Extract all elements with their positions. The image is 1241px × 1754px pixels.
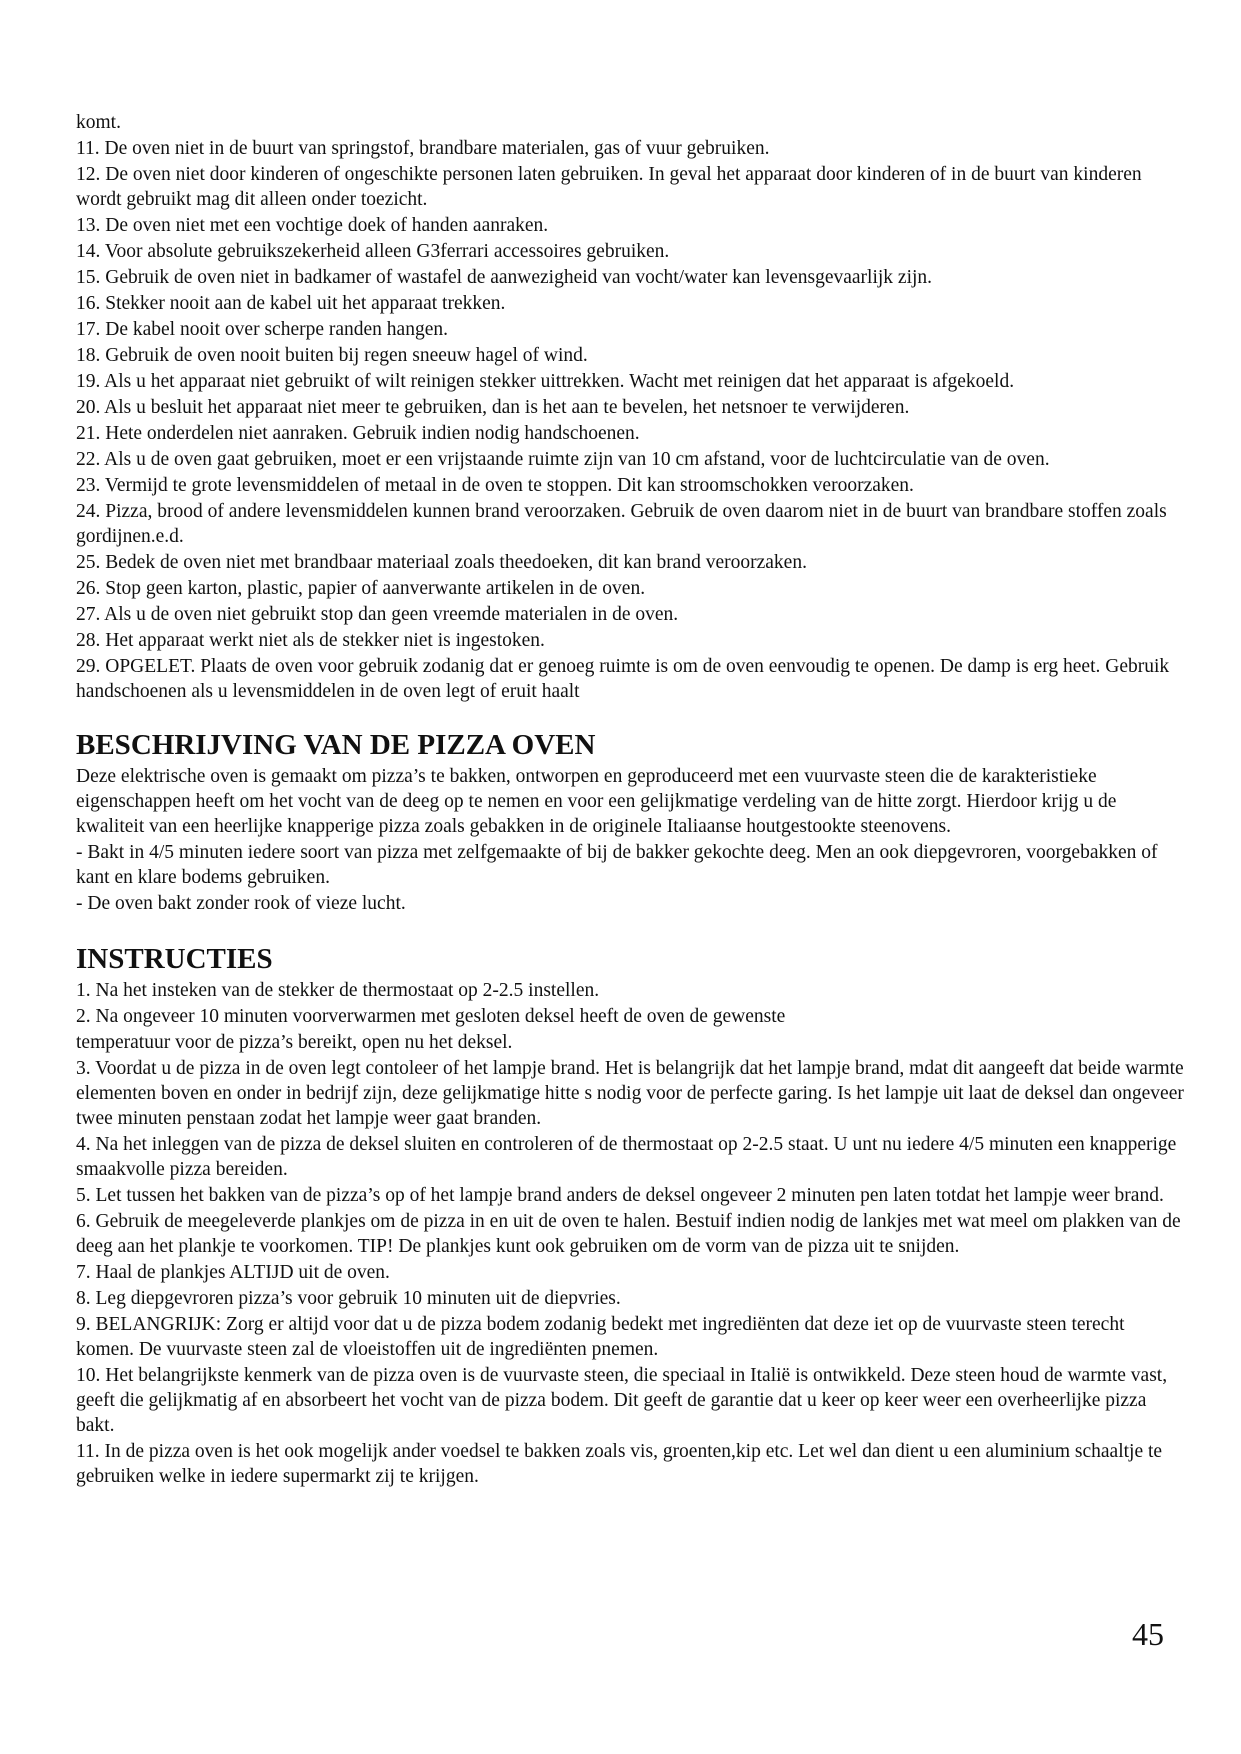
safety-warnings-list (76, 110, 1186, 704)
warning-item: 18. Gebruik de oven nooit buiten bij regen sneeuw hagel of wind. (76, 345, 588, 366)
warning-item: 12. De oven niet door kinderen of ongeschikte personen laten gebruiken. In geval het apparaat door kinderen of in de buurt van kinderen wordt gebruikt mag dit alleen onder toezicht. (76, 164, 1142, 210)
instruction-item: 11. In de pizza oven is het ook mogelijk ander voedsel te bakken zoals vis, groenten,kip etc. Let wel dan dient u een aluminium schaaltje te gebruiken welke in iedere supermarkt zij te krijgen. (76, 1441, 1163, 1487)
page-number: 45 (1132, 1616, 1164, 1652)
instruction-item: 2. Na ongeveer 10 minuten voorverwarmen met gesloten deksel heeft de oven de gewenste (76, 1006, 786, 1027)
instructies-section (76, 978, 1186, 1489)
instruction-item: 5. Let tussen het bakken van de pizza’s op of het lampje brand anders de deksel ongeveer 2 minuten pen laten totdat het lampje weer brand. (76, 1185, 1164, 1206)
warning-item: 21. Hete onderdelen niet aanraken. Gebruik indien nodig handschoenen. (76, 423, 640, 444)
instruction-item: 1. Na het insteken van de stekker de thermostaat op 2-2.5 instellen. (76, 980, 600, 1001)
beschrijving-paragraph: - Bakt in 4/5 minuten iedere soort van pizza met zelfgemaakte of bij de bakker gekochte deeg. Men an ook diepgevroren, voorgebakken of kant en klare bodems gebruiken. (76, 842, 1158, 888)
warning-item: 17. De kabel nooit over scherpe randen hangen. (76, 319, 448, 340)
warning-item: 23. Vermijd te grote levensmiddelen of metaal in de oven te stoppen. Dit kan stroomschokken veroorzaken. (76, 475, 914, 496)
warning-item: 28. Het apparaat werkt niet als de stekker niet is ingestoken. (76, 630, 545, 651)
beschrijving-section (76, 764, 1186, 916)
warning-item: 11. De oven niet in de buurt van springstof, brandbare materialen, gas of vuur gebruiken. (76, 138, 770, 159)
warning-item: 14. Voor absolute gebruikszekerheid alleen G3ferrari accessoires gebruiken. (76, 241, 670, 262)
warning-item: 15. Gebruik de oven niet in badkamer of wastafel de aanwezigheid van vocht/water kan levensgevaarlijk zijn. (76, 267, 933, 288)
warning-item: 16. Stekker nooit aan de kabel uit het apparaat trekken. (76, 293, 506, 314)
warning-item: 26. Stop geen karton, plastic, papier of aanverwante artikelen in de oven. (76, 578, 646, 599)
section-heading-beschrijving: BESCHRIJVING VAN DE PIZZA OVEN (76, 729, 596, 761)
instruction-item: 9. BELANGRIJK: Zorg er altijd voor dat u de pizza bodem zodanig bedekt met ingrediënten dat deze iet op de vuurvaste steen terecht komen. De vuurvaste steen zal de vloeistoffen uit de ingrediënten pnemen. (76, 1314, 1125, 1360)
warning-item: 29. OPGELET. Plaats de oven voor gebruik zodanig dat er genoeg ruimte is om de oven eenvoudig te openen. De damp is erg heet. Gebruik handschoenen als u levensmiddelen in de oven legt of eruit haalt (76, 656, 1170, 702)
warning-item: 20. Als u besluit het apparaat niet meer te gebruiken, dan is het aan te bevelen, het netsnoer te verwijderen. (76, 397, 910, 418)
warning-item: 27. Als u de oven niet gebruikt stop dan geen vreemde materialen in de oven. (76, 604, 679, 625)
warning-item: 22. Als u de oven gaat gebruiken, moet er een vrijstaande ruimte zijn van 10 cm afstand, voor de luchtcirculatie van de oven. (76, 449, 1050, 470)
warning-item: 24. Pizza, brood of andere levensmiddelen kunnen brand veroorzaken. Gebruik de oven daarom niet in de buurt van brandbare stoffen zoals gordijnen.e.d. (76, 501, 1167, 547)
document-page (76, 110, 1186, 1490)
warning-item: 13. De oven niet met een vochtige doek of handen aanraken. (76, 215, 549, 236)
instruction-item: 4. Na het inleggen van de pizza de deksel sluiten en controleren of de thermostaat op 2-2.5 staat. U unt nu iedere 4/5 minuten een knapperige smaakvolle pizza bereiden. (76, 1134, 1177, 1180)
warning-item: 19. Als u het apparaat niet gebruikt of wilt reinigen stekker uittrekken. Wacht met reinigen dat het apparaat is afgekoeld. (76, 371, 1015, 392)
instruction-item: 10. Het belangrijkste kenmerk van de pizza oven is de vuurvaste steen, die speciaal in Italië is ontwikkeld. Deze steen houd de warmte vast, geeft die gelijkmatig af en absorbeert het vocht van de pizza bodem. Dit geeft de garantie dat u keer op keer weer een overheerlijke pizza bakt. (76, 1365, 1168, 1436)
instruction-item: 8. Leg diepgevroren pizza’s voor gebruik 10 minuten uit de diepvries. (76, 1288, 621, 1309)
section-heading-instructies: INSTRUCTIES (76, 943, 273, 975)
instruction-item: 6. Gebruik de meegeleverde plankjes om de pizza in en uit de oven te halen. Bestuif indien nodig de lankjes met wat meel om plakken van de deeg aan het plankje te voorkomen. TIP! De plankjes kunt ook gebruiken om de vorm van de pizza uit te snijden. (76, 1211, 1181, 1257)
warning-item: komt. (76, 112, 121, 133)
instruction-item: 3. Voordat u de pizza in de oven legt contoleer of het lampje brand. Het is belangrijk dat het lampje brand, mdat dit aangeeft dat beide warmte elementen boven en onder in bedrijf zijn, deze gelijkmatige hitte s nodig voor de perfecte garing. Is het lampje uit laat de deksel dan ongeveer twee minuten penstaan zodat het lampje weer gaat branden. (76, 1058, 1184, 1129)
beschrijving-paragraph: - De oven bakt zonder rook of vieze lucht. (76, 893, 406, 914)
instruction-item: temperatuur voor de pizza’s bereikt, open nu het deksel. (76, 1032, 513, 1053)
beschrijving-paragraph: Deze elektrische oven is gemaakt om pizza’s te bakken, ontworpen en geproduceerd met een vuurvaste steen die de karakteristieke eigenschappen heeft om het vocht van de deeg op te nemen en voor een gelijkmatige verdeling van de hitte zorgt. Hierdoor krijg u de kwaliteit van een heerlijke knapperige pizza zoals gebakken in de originele Italiaanse houtgestookte steenovens. (76, 766, 1117, 837)
warning-item: 25. Bedek de oven niet met brandbaar materiaal zoals theedoeken, dit kan brand veroorzaken. (76, 552, 807, 573)
instruction-item: 7. Haal de plankjes ALTIJD uit de oven. (76, 1262, 390, 1283)
